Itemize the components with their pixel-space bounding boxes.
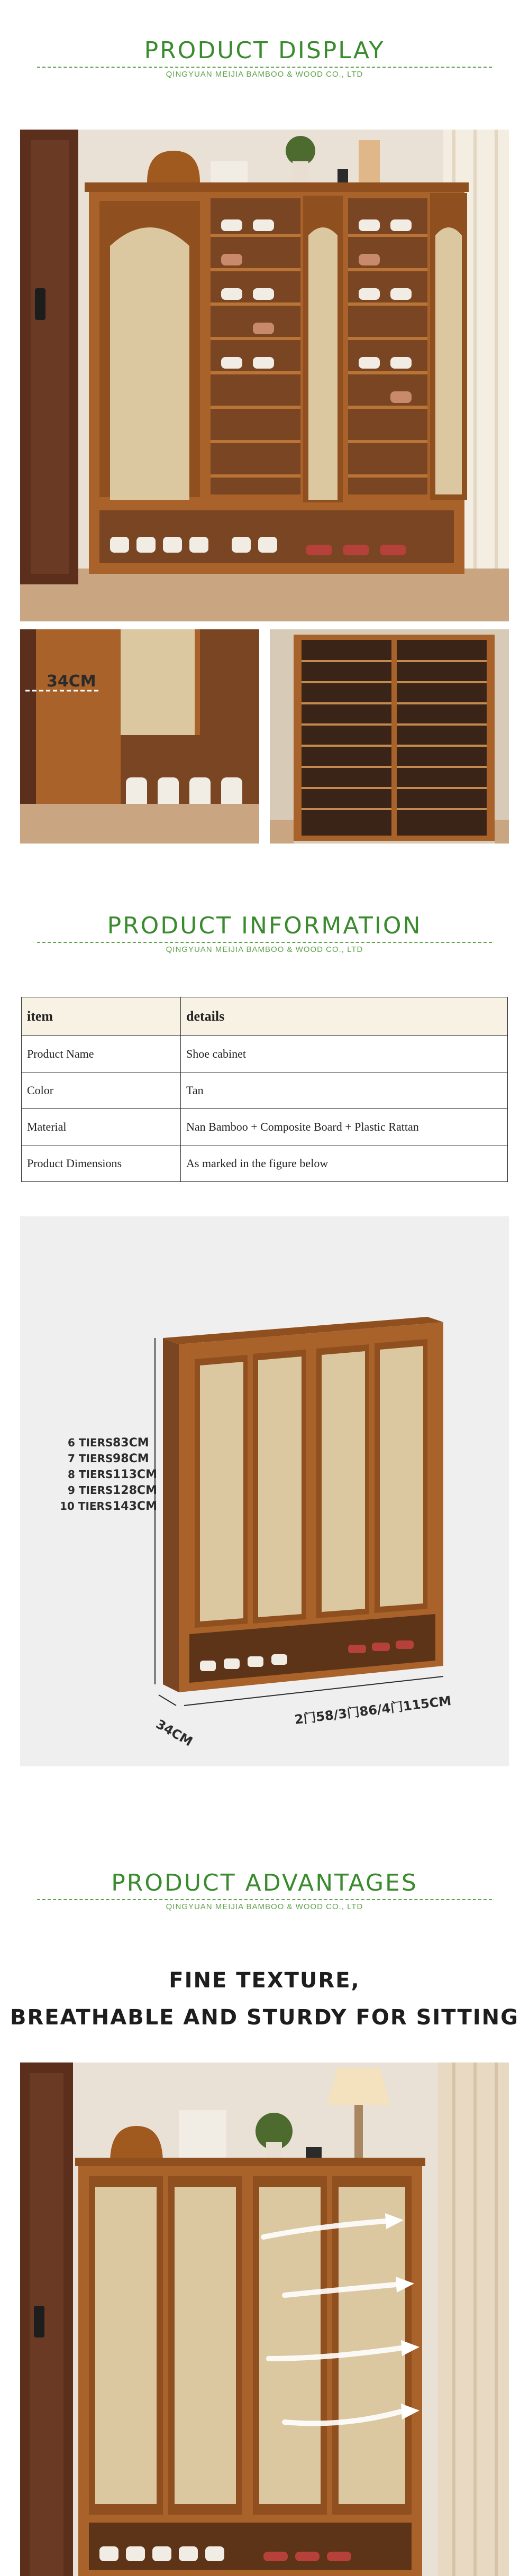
display-section-divider <box>37 67 492 68</box>
display-section-subtitle: QINGYUAN MEIJIA BAMBOO & WOOD CO., LTD <box>166 70 363 79</box>
advantage-heading-line1: FINE TEXTURE, <box>169 1968 360 1993</box>
tier-height: 143CM <box>113 1500 157 1513</box>
display-section-header <box>0 37 529 79</box>
tier-label: 8 TIERS <box>68 1468 113 1481</box>
tier-label: 7 TIERS <box>68 1452 113 1465</box>
table-row <box>22 1036 508 1072</box>
table-row <box>22 1145 508 1182</box>
depth-callout: 34CM <box>47 672 96 691</box>
interior-detail-photo <box>270 629 509 844</box>
info-section-subtitle: QINGYUAN MEIJIA BAMBOO & WOOD CO., LTD <box>166 945 363 954</box>
table-header-item: item <box>22 997 181 1036</box>
table-row <box>22 1072 508 1109</box>
dimension-diagram <box>20 1216 509 1766</box>
info-section-divider <box>37 942 492 943</box>
main-product-photo <box>20 130 509 621</box>
table-header-row <box>22 997 508 1036</box>
depth-label: 34CM <box>153 1716 195 1749</box>
advantage-heading-line2: BREATHABLE AND STURDY FOR SITTING <box>10 2005 519 2030</box>
table-cell-item: Product Name <box>22 1036 181 1072</box>
tier-height: 128CM <box>113 1484 157 1497</box>
advantage-photo <box>20 2062 509 2576</box>
table-cell-item: Material <box>22 1109 181 1145</box>
display-section-title: PRODUCT DISPLAY <box>144 37 385 64</box>
table-cell-item: Product Dimensions <box>22 1145 181 1182</box>
width-label: 2门58/3门86/4门115CM <box>294 1693 452 1727</box>
table-cell-details: Tan <box>181 1072 508 1109</box>
tier-height: 98CM <box>113 1452 149 1465</box>
tier-label: 10 TIERS <box>60 1500 113 1512</box>
table-cell-details: As marked in the figure below <box>181 1145 508 1182</box>
tier-label: 6 TIERS <box>68 1436 113 1449</box>
table-row <box>22 1109 508 1145</box>
advantages-section-title: PRODUCT ADVANTAGES <box>111 1869 418 1896</box>
table-header-details: details <box>181 997 508 1036</box>
tier-label: 9 TIERS <box>68 1484 113 1497</box>
advantages-section-subtitle: QINGYUAN MEIJIA BAMBOO & WOOD CO., LTD <box>166 1902 363 1911</box>
table-cell-item: Color <box>22 1072 181 1109</box>
advantages-section-header <box>0 1869 529 1911</box>
product-info-table <box>21 997 508 1182</box>
table-cell-details: Nan Bamboo + Composite Board + Plastic Rattan <box>181 1109 508 1145</box>
advantages-section-divider <box>37 1899 492 1900</box>
info-section-header <box>0 912 529 954</box>
info-section-title: PRODUCT INFORMATION <box>107 912 422 939</box>
depth-detail-photo <box>20 629 259 844</box>
tier-height: 113CM <box>113 1468 157 1481</box>
table-cell-details: Shoe cabinet <box>181 1036 508 1072</box>
tier-height: 83CM <box>113 1436 149 1450</box>
